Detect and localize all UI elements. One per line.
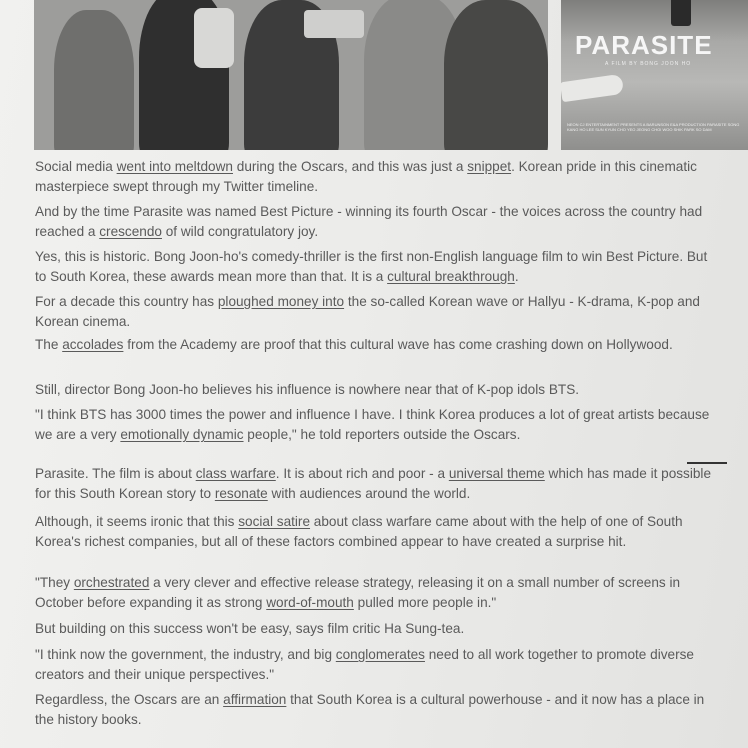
text-run: .	[514, 269, 519, 284]
text-run: . It is about rich and poor - a	[275, 466, 449, 481]
vocabulary-term: emotionally dynamic	[120, 427, 244, 442]
vocabulary-term: cultural breakthrough	[387, 269, 515, 284]
poster-credits: NEON CJ ENTERTAINMENT PRESENTS A BARUNSON E&A PRODUCTION PARASITE SONG KANG HO LEE SUN KYUN CHO YEO JEONG CHOI WOO SHIK PARK SO DAM	[567, 122, 740, 132]
paragraph-4	[35, 292, 715, 332]
paragraph-1	[35, 157, 715, 197]
text-run: pulled more people in."	[353, 595, 497, 610]
vocabulary-term: conglomerates	[335, 647, 425, 662]
vocabulary-term: ploughed money into	[217, 294, 345, 309]
oscars-celebration-photo	[34, 0, 548, 150]
parasite-poster	[561, 0, 748, 150]
vocabulary-term: class warfare	[195, 466, 276, 481]
text-run: Regardless, the Oscars are an	[35, 692, 224, 707]
poster-legs	[561, 74, 624, 102]
poster-title: PARASITE	[575, 30, 713, 60]
text-run: The	[35, 337, 63, 352]
vocabulary-term: went into meltdown	[116, 159, 233, 174]
paragraph-6	[35, 380, 715, 400]
text-run: people," he told reporters outside the Oscars.	[243, 427, 521, 442]
poster-figure	[671, 0, 691, 26]
text-run: about class warfare came about with the help of one of South Korea's richest companies, but all of these factors combined appear to have created a surprise hit.	[35, 514, 683, 549]
paragraph-12	[35, 645, 715, 685]
vocabulary-term: universal theme	[448, 466, 545, 481]
paragraph-7	[35, 405, 715, 445]
paragraph-2	[35, 202, 715, 242]
text-run: For a decade this country has	[35, 294, 218, 309]
text-run: Still, director Bong Joon-ho believes his influence is nowhere near that of K-pop idols BTS.	[35, 382, 580, 397]
text-run: "I think BTS has 3000 times the power and influence I have. I think Korea produces a lot of great artists because we are a very	[35, 407, 710, 442]
vocabulary-term: social satire	[238, 514, 311, 529]
vocabulary-term: orchestrated	[73, 575, 150, 590]
text-run: a very clever and effective release strategy, releasing it on a small number of screens in October before expanding it as strong	[35, 575, 681, 610]
text-run: need to all work together to promote diverse creators and their unique perspectives."	[35, 647, 694, 682]
text-run: . Korean pride in this cinematic masterpiece swept through my Twitter timeline.	[35, 159, 697, 194]
text-run: the so-called Korean wave or Hallyu - K-drama, K-pop and Korean cinema.	[35, 294, 700, 329]
text-run: "I think now the government, the industry, and big	[35, 647, 336, 662]
paragraph-9	[35, 512, 715, 552]
vocabulary-term: crescendo	[99, 224, 162, 239]
text-run: with audiences around the world.	[267, 486, 471, 501]
text-run: which has made it possible for this South Korean story to	[35, 466, 712, 501]
vocabulary-term: word-of-mouth	[266, 595, 354, 610]
text-run: that South Korea is a cultural powerhouse - and it now has a place in the history books.	[35, 692, 705, 727]
text-run: of wild congratulatory joy.	[161, 224, 319, 239]
text-run: Social media	[35, 159, 117, 174]
text-run: Parasite. The film is about	[35, 466, 196, 481]
vocabulary-term: resonate	[214, 486, 268, 501]
vocabulary-term: snippet	[467, 159, 512, 174]
paragraph-5	[35, 335, 715, 355]
paragraph-8	[35, 464, 715, 504]
text-run: And by the time Parasite was named Best Picture - winning its fourth Oscar - the voices across the country had reached a	[35, 204, 703, 239]
vocabulary-term: accolades	[62, 337, 124, 352]
text-run: "They	[35, 575, 74, 590]
text-run: Yes, this is historic. Bong Joon-ho's comedy-thriller is the first non-English language film to win Best Picture. But to South Korea, these awards mean more than that. It is a	[35, 249, 708, 284]
paragraph-11	[35, 619, 715, 639]
paragraph-10	[35, 573, 715, 613]
text-run: Although, it seems ironic that this	[35, 514, 239, 529]
text-run: But building on this success won't be easy, says film critic Ha Sung-tea.	[35, 621, 465, 636]
paragraph-3	[35, 247, 715, 287]
poster-subtitle: A FILM BY BONG JOON HO	[605, 61, 692, 67]
text-run: from the Academy are proof that this cultural wave has come crashing down on Hollywood.	[123, 337, 673, 352]
vocabulary-term: affirmation	[223, 692, 287, 707]
text-run: during the Oscars, and this was just a	[232, 159, 468, 174]
paragraph-13	[35, 690, 715, 730]
